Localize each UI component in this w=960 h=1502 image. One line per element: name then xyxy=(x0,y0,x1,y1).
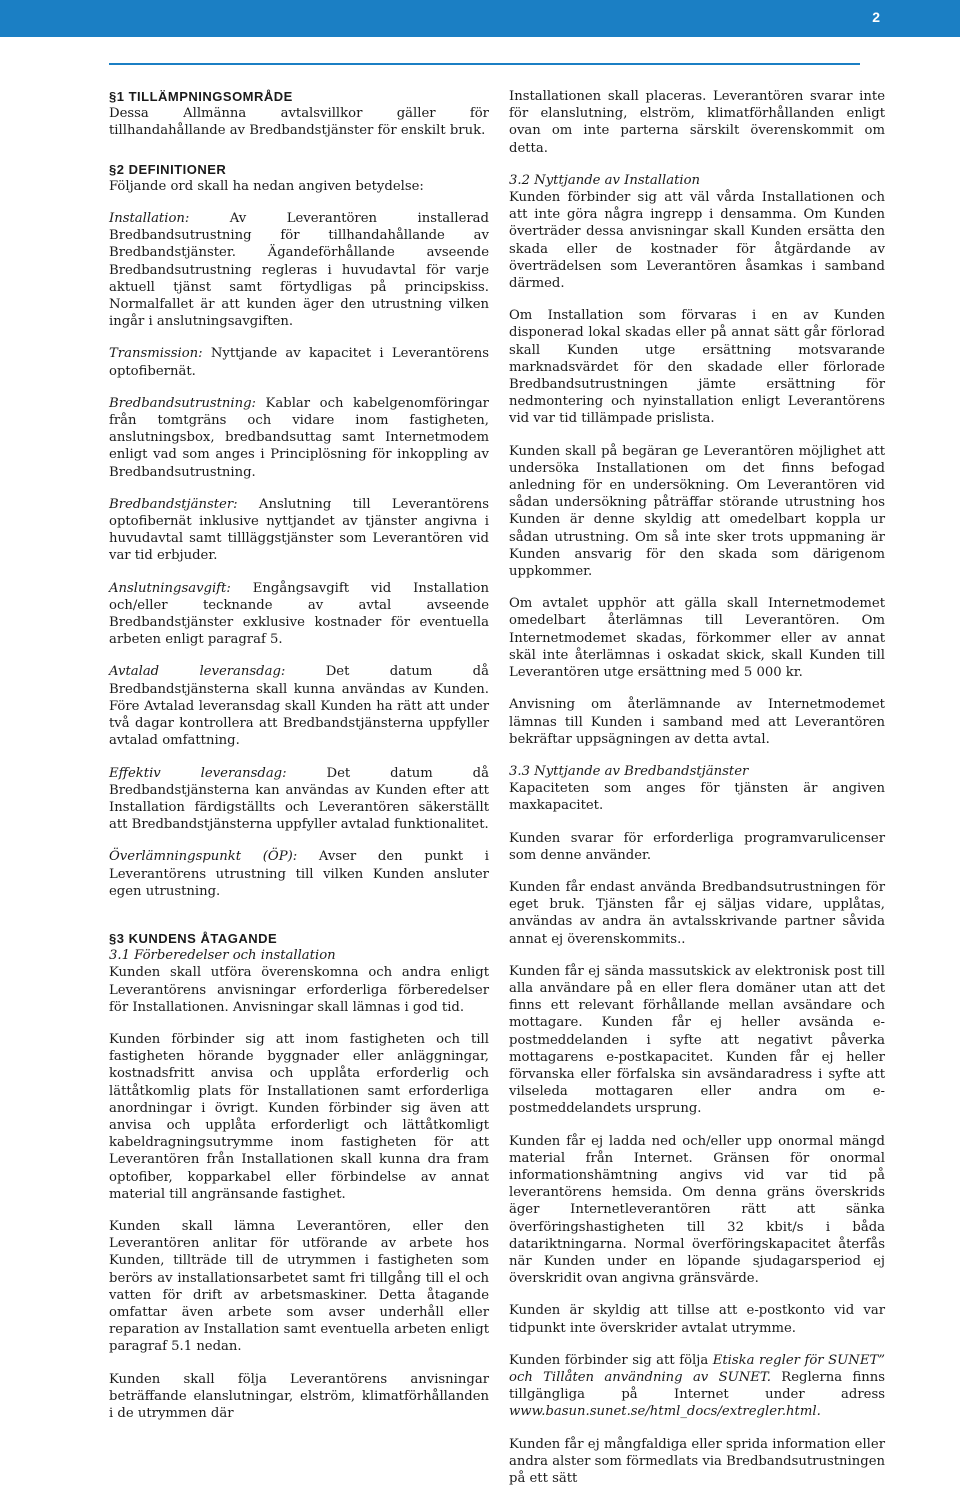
paragraph: Kunden skall följa Leverantörens anvisningar beträffande elanslutningar, elström, klimatförhållanden i de utrymmen där xyxy=(109,1371,489,1421)
section-heading: §2 DEFINITIONER xyxy=(109,161,227,177)
text: Kunden förbinder sig att följa xyxy=(509,1352,713,1368)
subsection-heading: 3.3 Nyttjande av Bredbandstjänster xyxy=(509,763,749,779)
section-heading: §3 KUNDENS ÅTAGANDE xyxy=(109,930,278,946)
term: Transmission: xyxy=(109,346,203,362)
left-column xyxy=(109,88,489,1437)
definition-text: Engångsavgift vid Installation och/eller tecknande av avtal avseende Bredbandstjänster exklusive kostnader för eventuella arbeten enligt paragraf 5. xyxy=(109,580,489,648)
definition-text: Det datum då Bredbandstjänsterna skall kunna användas av Kunden. Före Avtalad leveransdag skall Kunden ha rätt att under två dagar kontrollera att Bredbandstjänsterna uppfyller avtalad omfattning. xyxy=(109,664,489,749)
paragraph: Kapaciteten som anges för tjänsten är angiven maxkapacitet. xyxy=(509,781,885,814)
section-1 xyxy=(109,88,489,140)
paragraph: Kunden svarar för erforderliga programvarulicenser som denne använder. xyxy=(509,830,885,863)
term: Anslutningsavgift: xyxy=(109,580,231,596)
definition xyxy=(109,345,489,379)
header-rule xyxy=(109,63,860,65)
paragraph: Kunden skall på begäran ge Leverantören möjlighet att undersöka Installationen om det finns befogad anledning för en undersökning. Om Leverantören vid sådan undersökning påträffar störande utrustning hos Kunden är denne skyldig att omedelbart koppla ur sådan utrustning. Om så inte sker trots uppmaning är Kunden ansvarig för den skada som därigenom uppkommer. xyxy=(509,443,885,580)
paragraph: Kunden förbinder sig att väl vårda Installationen och att inte göra några ingrepp i densamma. Om Kunden överträder dessa anvisningar skall Kunden ersätta den skada eller de kostnader för åtgärdande av överträdelsen som Leverantören åsamkas i samband därmed. xyxy=(509,190,885,292)
reference-title: Etiska regler för SUNET” och Tillåten användning av SUNET. xyxy=(509,1352,885,1385)
term: Installation: xyxy=(109,211,190,227)
definition-text: Kablar och kabelgenomföringar från tomtgräns och vidare inom fastigheten, anslutningsbox, bredbandsuttag samt Internetmodem enligt vad som anges i Principlösning för inkoppling av Bredbandsutrustning. xyxy=(109,395,489,480)
subsection-heading: 3.1 Förberedelser och installation xyxy=(109,948,336,964)
definition xyxy=(109,395,489,481)
header-bar xyxy=(0,0,960,37)
definition xyxy=(109,496,489,565)
paragraph: Kunden skall lämna Leverantören, eller den Leverantören anlitar för utförande av arbete hos Kunden, tillträde till de utrymmen i fastigheten som berörs av installationsarbetet samt fri tillgång till el och vatten för drift av arbetsmaskiner. Detta åtagande omfattar även arbete som avser underhåll eller reparation av Installation samt eventuella arbeten enligt paragraf 5.1 nedan. xyxy=(109,1218,489,1355)
definition-text: Avser den punkt i Leverantörens utrustning till vilken Kunden ansluter egen utrustning. xyxy=(109,849,490,899)
paragraph: Dessa Allmänna avtalsvillkor gäller för tillhandahållande av Bredbandstjänster för enskilt bruk. xyxy=(109,106,489,139)
definition-text: Av Leverantören installerad Bredbandsutrustning för tillhandahållande av Bredbandstjänster. Ägandeförhållande avseende Bredbandsutrustning regleras i huvudavtal för varje aktuell tjänst samt förtydligas på principskiss. Normalfallet är att kunden äger den utrustning vilken ingår i anslutningsavgiften. xyxy=(109,211,489,330)
definition-text: Det datum då Bredbandstjänsterna kan användas av Kunden efter att Installation färdigställts och Leverantören säkerställt att Bredbandstjänsterna uppfyller avtalad funktionalitet. xyxy=(109,765,489,833)
definition xyxy=(109,210,489,330)
term: Bredbandsutrustning: xyxy=(109,395,256,411)
term: Avtalad leveransdag: xyxy=(109,664,286,680)
term: Effektiv leveransdag: xyxy=(109,765,287,781)
paragraph: Kunden skall utföra överenskomna och andra enligt Leverantörens anvisningar erforderliga förberedelser för Installationen. Anvisningar skall lämnas i god tid. xyxy=(109,965,489,1015)
paragraph: Installationen skall placeras. Leverantören svarar inte för elanslutning, elström, klimatförhållanden enligt ovan om inte parterna särskilt överenskommit om detta. xyxy=(509,89,885,156)
paragraph: Anvisning om återlämnande av Internetmodemet lämnas till Kunden i samband med att Leverantören bekräftar uppsägningen av detta avtal. xyxy=(509,697,885,747)
paragraph: Kunden får ej sända massutskick av elektronisk post till alla användare på en eller flera domäner utan att det finns ett relevant förhållande mellan avsändare och mottagare. Kunden får ej heller avsända e-postmeddelanden i syfte att negativt påverka mottagarens e-postkapacitet. Kunden får ej heller förvanska eller förfalska sin avsändaradress i syfte att vilseleda mottagaren eller andra om e-postmeddelandets ursprung. xyxy=(509,963,885,1117)
paragraph: Kunden förbinder sig att inom fastigheten och till fastigheten hörande byggnader eller anläggningar, kostnadsfritt anvisa och upplåta erforderlig och lättåtkomlig plats för Installationen samt erforderliga anordningar i övrigt. Kunden förbinder sig även att anvisa och upplåta erforderligt och lättåtkomligt kabeldragningsutrymme inom fastigheten för att Leverantören från Installationen skall kunna dra fram optofiber, kopparkabel eller förbindelse av annat material till angränsande fastighet. xyxy=(109,1031,489,1202)
paragraph: Kunden får endast använda Bredbandsutrustningen för eget bruk. Tjänsten får ej säljas vidare, upplåtas, användas av andra än avtalsskrivande partner såvida annat ej överenskommits.. xyxy=(509,879,885,947)
paragraph: Kunden är skyldig att tillse att e-postkonto vid var tidpunkt inte överskrider avtalat utrymme. xyxy=(509,1303,885,1336)
paragraph: Följande ord skall ha nedan angiven betydelse: xyxy=(109,178,424,194)
paragraph: Kunden får ej ladda ned och/eller upp onormal mängd material från Internet. Gränsen för onormal informationshämtning angivs vid var tid på leverantörens hemsida. Om denna gräns överskrids äger Internetleverantören rätt att sänka överföringshastigheten till 32 kbit/s i båda datariktningarna. Normal överföringskapacitet återfås när Kunden under en löpande sjudagarsperiod ej överskridit ovan angivna gränsvärde. xyxy=(509,1133,885,1287)
subsection-heading: 3.2 Nyttjande av Installation xyxy=(509,172,701,188)
definition xyxy=(109,848,489,900)
paragraph xyxy=(509,1352,885,1421)
paragraph: Om Installation som förvaras i en av Kunden disponerad lokal skadas eller på annat sätt går förlorad skall Kunden utge ersättning motsvarande marknadsvärdet för den skadade eller förlorade Bredbandsutrustningen jämte ersättning för nedmontering och nyinstallation enligt Leverantörens vid var tid tillämpade prislista. xyxy=(509,308,885,427)
section-heading: §1 TILLÄMPNINGSOMRÅDE xyxy=(109,89,293,104)
right-column xyxy=(509,88,885,1502)
paragraph: Om avtalet upphör att gälla skall Internetmodemet omedelbart återlämnas till Leverantören. Om Internetmodemet skadas, förkommer eller av annat skäl inte återlämnas i oskadat skick, skall Kunden till Leverantören utge ersättning med 5 000 kr. xyxy=(509,596,885,681)
paragraph: Kunden får ej mångfaldiga eller sprida information eller andra alster som förmedlats via Bredbandsutrustningen på ett sätt xyxy=(509,1436,885,1487)
definition-text: Nyttjande av kapacitet i Leverantörens optofibernät. xyxy=(109,346,489,379)
definition xyxy=(109,580,489,649)
url-link[interactable]: www.basun.sunet.se/html_docs/extregler.html. xyxy=(509,1404,821,1420)
text: Reglerna finns tillgängliga på Internet under adress xyxy=(509,1370,886,1403)
definition xyxy=(109,765,489,834)
term: Överlämningspunkt (ÖP): xyxy=(109,849,298,865)
term: Bredbandstjänster: xyxy=(109,496,238,512)
page-number: 2 xyxy=(872,9,880,25)
definition-text: Anslutning till Leverantörens optofibernät inklusive nyttjandet av tjänster angivna i huvudavtal samt tillläggstjänster som Leverantören vid var tid erbjuder. xyxy=(109,496,489,564)
definition xyxy=(109,663,489,749)
